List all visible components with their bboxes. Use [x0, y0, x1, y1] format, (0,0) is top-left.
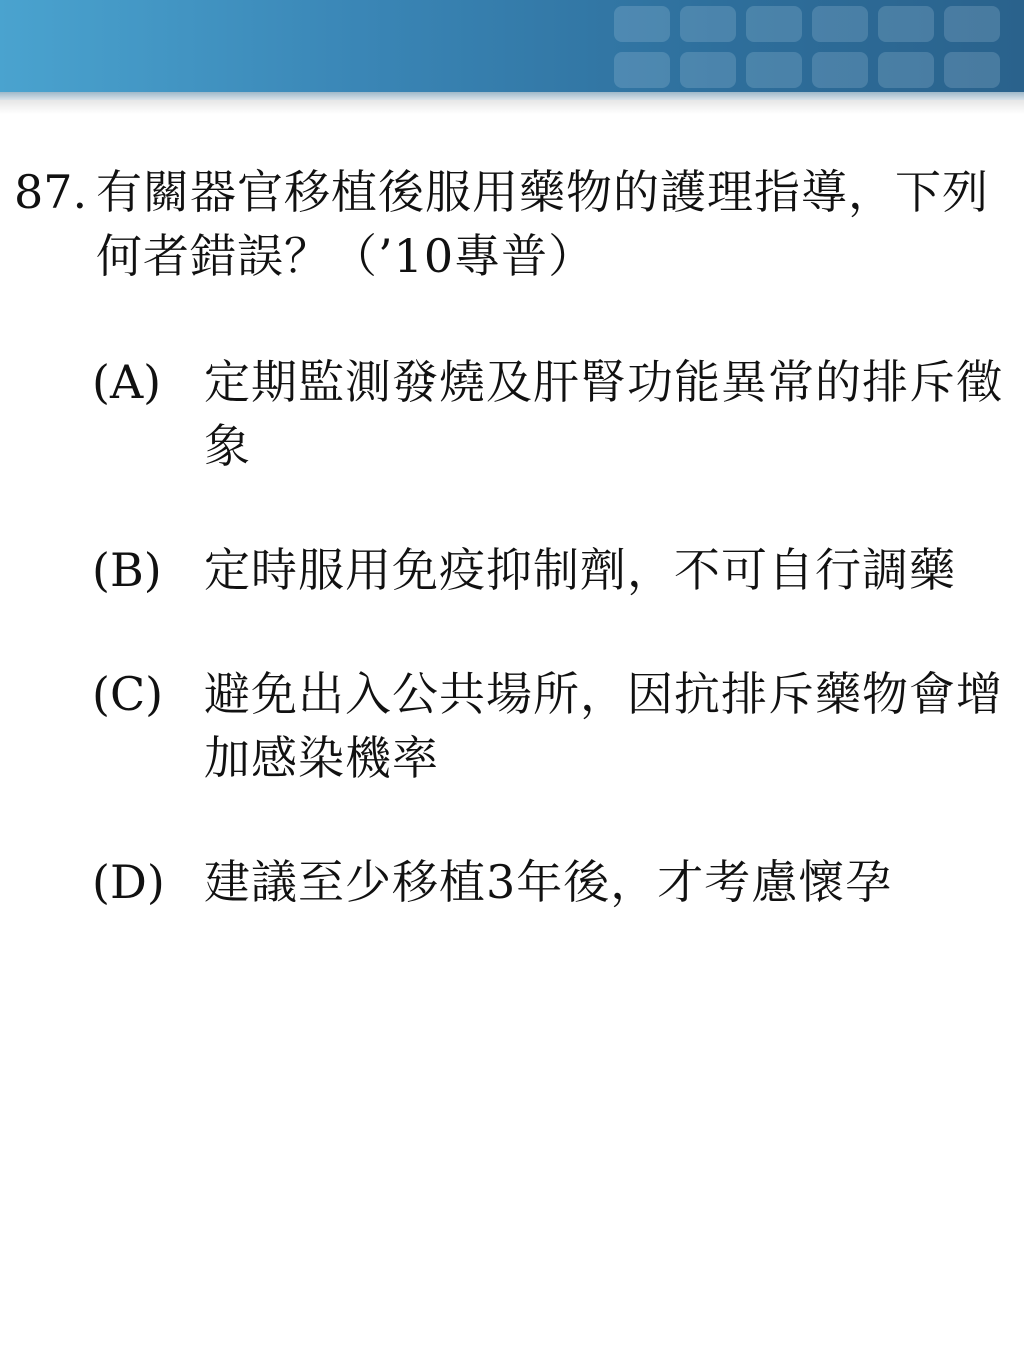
option-a: [92, 350, 1004, 478]
option-b: [92, 538, 1004, 602]
header-divider: [0, 92, 1024, 100]
header-shadow: [0, 100, 1024, 114]
option-b-label: (B): [92, 543, 162, 597]
question: [14, 160, 1004, 288]
option-d-label: (D): [92, 855, 165, 909]
question-text: 有關器官移植後服用藥物的護理指導，下列何者錯誤？（’10專普）: [96, 165, 989, 283]
header-banner: [0, 0, 1024, 92]
option-a-text: 定期監測發燒及肝腎功能異常的排斥徵象: [204, 355, 1003, 473]
option-d: [92, 850, 1004, 914]
option-b-text: 定時服用免疫抑制劑，不可自行調藥: [204, 543, 956, 597]
header-decoration: [604, 0, 1024, 92]
option-a-label: (A): [92, 355, 162, 409]
option-d-text: 建議至少移植3年後，才考慮懷孕: [204, 855, 893, 909]
question-number: 87.: [14, 165, 88, 219]
option-c: [92, 662, 1004, 790]
option-c-label: (C): [92, 667, 164, 721]
answer-options: [92, 350, 1004, 974]
option-c-text: 避免出入公共場所，因抗排斥藥物會增加感染機率: [204, 667, 1003, 785]
